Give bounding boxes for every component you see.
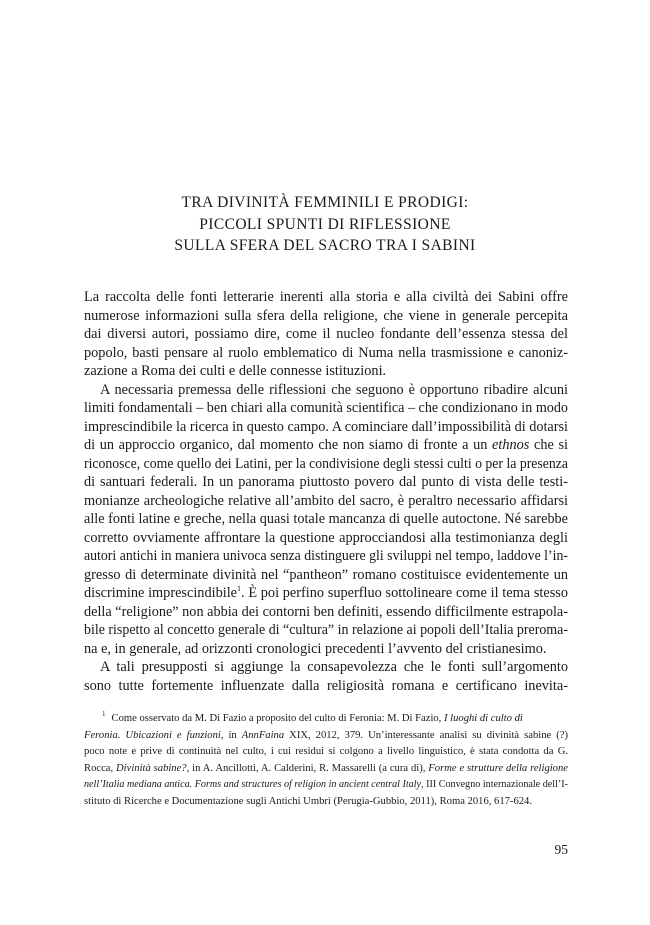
text-line: A tali presupposti si aggiunge la consapevolezza che le fonti sull’argomento: [100, 659, 568, 675]
text-line: bile rispetto al concetto generale di “cultura” in relazione ai popoli dell’Italia preroma-: [84, 622, 568, 638]
text-line: di santuari federali. In un panorama piuttosto povero dal punto di vista delle testi-: [84, 474, 568, 490]
footnote-line: stituto di Ricerche e Documentazione sugli Antichi Umbri (Perugia-Gubbio, 2011), Roma 2016, 617-624.: [84, 795, 532, 807]
text-segment: Come osservato da M. Di Fazio a proposito del culto di Feronia: M. Di Fazio,: [111, 713, 444, 724]
text-segment: , in: [220, 729, 242, 741]
footnote-line: [84, 711, 568, 728]
chapter-title: [60, 192, 590, 257]
title-line: PICCOLI SPUNTI DI RIFLESSIONE: [199, 215, 451, 233]
text-line: zazione a Roma dei culti e delle connesse istituzioni.: [84, 363, 387, 379]
text-line: A necessaria premessa delle riflessioni che seguono è opportuno ribadire alcuni: [100, 381, 568, 398]
footnote-line: poco note e prive di continuità nel culto, i cui residui si colgono a livello linguistico, è stata condotta da G.: [84, 746, 568, 758]
footnote-line: [84, 777, 568, 794]
italic-journal: AnnFaina: [241, 729, 285, 741]
text-segment: discrimine imprescindibile: [84, 585, 238, 601]
text-line: [84, 584, 568, 603]
text-segment: . È poi perfino superfluo sottolineare come il tema stesso: [241, 585, 568, 601]
italic-title: Divinità sabine?: [116, 762, 187, 774]
body-text: [84, 288, 568, 695]
footnote-line: [84, 728, 568, 745]
text-line: gresso di determinate divinità nel “pantheon” romano costituisce evidentemente un: [84, 566, 568, 583]
footnote-number: 1: [102, 710, 106, 719]
italic-title: I luoghi di culto di: [443, 713, 523, 724]
title-line: TRA DIVINITÀ FEMMINILI E PRODIGI:: [181, 194, 469, 211]
text-line: alle fonti latine e greche, nella quasi totale mancanza di quelle autoctone. Né sarebbe: [84, 511, 568, 527]
text-line: dai diversi autori, possiamo dire, come il nucleo fondante dell’essenza stessa del: [84, 326, 568, 342]
italic-term: ethnos: [492, 437, 530, 453]
footnote-line: [84, 761, 568, 778]
text-line: sono tutte fortemente influenzate dalla religiosità romana e certificano inevita-: [84, 677, 568, 694]
title-line: SULLA SFERA DEL SACRO TRA I SABINI: [174, 237, 476, 254]
text-segment: che si: [529, 437, 568, 453]
text-line: na e, in generale, ad orizzonti cronologici precedenti l’avvento del cristianesimo.: [84, 640, 547, 657]
text-line: limiti fondamentali – ben chiari alla comunità scientifica – che condizionano in modo: [84, 400, 568, 416]
text-line: La raccolta delle fonti letterarie inerenti alla storia e alla civiltà dei Sabini offre: [84, 289, 568, 305]
footnote: [84, 711, 568, 811]
italic-title: Forme e strutture della religione: [428, 762, 568, 774]
text-segment: , in A. Ancillotti, A. Calderini, R. Massarelli (a cura di),: [186, 762, 429, 774]
text-line: monianze archeologiche relative all’ambito del sacro, è peraltro necessario affidarsi: [84, 492, 568, 509]
text-line: riconosce, come quello dei Latini, per la condivisione degli stessi culti o per la presenza: [84, 455, 568, 472]
text-line: imprescindibile la ricerca in questo campo. A cominciare dall’impossibilità di dotarsi: [84, 418, 568, 435]
text-line: popolo, basti pensare al ruolo emblematico di Numa nella trasmissione e canoniz-: [84, 344, 568, 361]
footnote-reference[interactable]: 1: [237, 584, 242, 594]
italic-title: nell’Italia mediana antica. Forms and structures of religion in ancient central Italy: [84, 779, 422, 791]
text-segment: , III Convegno internazionale dell’I-: [421, 779, 568, 791]
italic-title: Feronia. Ubicazioni e funzioni: [84, 729, 221, 741]
text-segment: di un approccio organico, dal momento che non siamo di fronte a un: [84, 437, 493, 453]
text-line: [84, 436, 568, 455]
text-line: della “religione” non abbia dei contorni ben definiti, essendo difficilmente estrapola-: [84, 603, 569, 620]
text-line: numerose informazioni sulla sfera della religione, che viene in generale percepita: [84, 307, 568, 324]
text-segment: XIX, 2012, 379. Un’interessante analisi su divinità sabine (?): [284, 729, 568, 741]
page-number: 95: [554, 842, 568, 857]
text-line: autori antichi in maniera univoca senza distinguere gli sviluppi nel tempo, laddove l’in-: [84, 548, 568, 564]
text-segment: Rocca,: [84, 762, 117, 774]
text-line: corretto ovviamente affrontare la questione approcciandosi alla testimonianza degli: [84, 529, 568, 546]
